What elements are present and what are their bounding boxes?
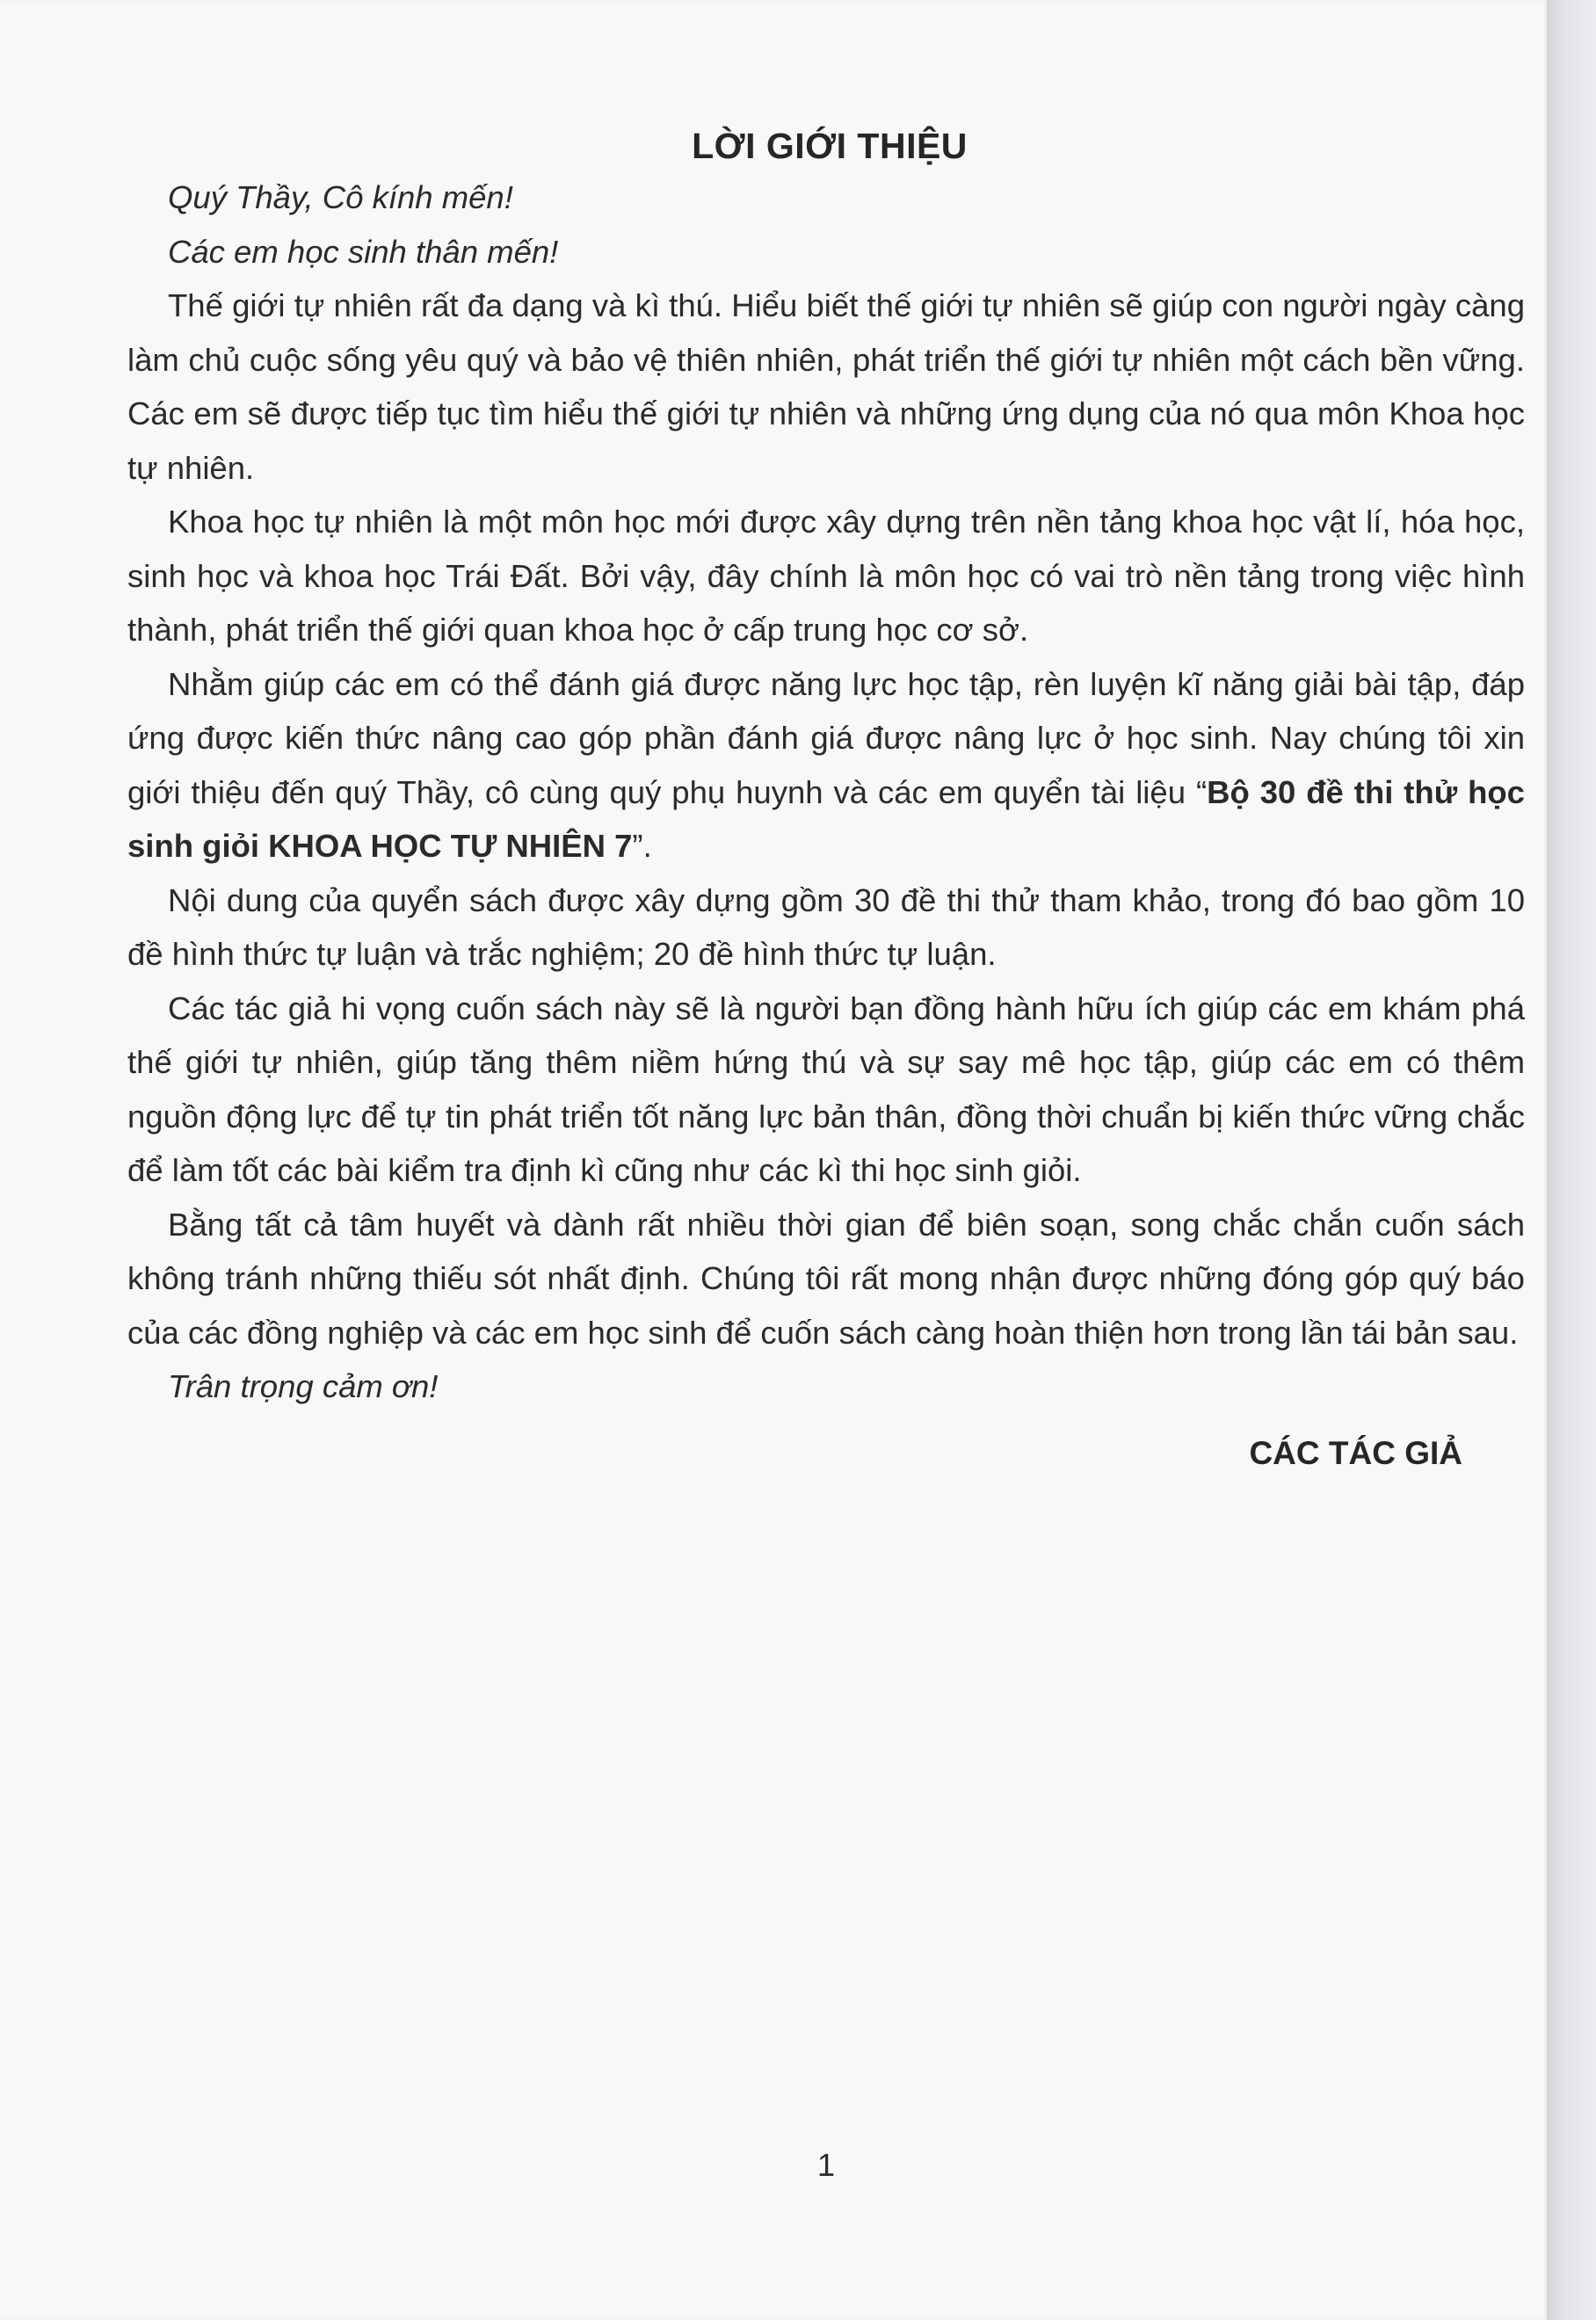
book-title: Bộ 30 đề thi thử học sinh giỏi KHOA HỌC TỰ NHIÊN 7 [127, 773, 1525, 864]
page-number: 1 [816, 2147, 836, 2183]
paragraph-contents: Nội dung của quyển sách được xây dựng gồm 30 đề thi thử tham khảo, trong đó bao gồm 10 đề hình thức tự luận và trắc nghiệm; 20 đề hình thức tự luận. [127, 881, 1525, 972]
greeting-teachers: Quý Thầy, Cô kính mến! [168, 179, 513, 215]
page-title: LỜI GIỚI THIỆU [692, 126, 968, 166]
paragraph-hopes: Các tác giả hi vọng cuốn sách này sẽ là người bạn đồng hành hữu ích giúp các em khám phá thế giới tự nhiên, giúp tăng thêm niềm hứng thú và sự say mê học tập, giúp các em có thêm nguồn động lực để tự tin phát triển tốt năng lực bản thân, đồng thời chuẩn bị kiến thức vững chắc để làm tốt các bài kiểm tra định kì cũng như các kì thi học sinh giỏi. [127, 990, 1525, 1188]
paragraph-feedback: Bằng tất cả tâm huyết và dành rất nhiều thời gian để biên soạn, song chắc chắn cuốn sách không tránh những thiếu sót nhất định. Chúng tôi rất mong nhận được những đóng góp quý báo của các đồng nghiệp và các em học sinh để cuốn sách càng hoàn thiện hơn trong lần tái bản sau. [127, 1206, 1525, 1351]
book-intro-end: ”. [632, 828, 652, 864]
page-content [127, 123, 1525, 1480]
closing-thanks: Trân trọng cảm ơn! [168, 1368, 439, 1404]
paragraph-book-intro [127, 657, 1525, 874]
page-edge [1547, 0, 1596, 2320]
paragraph-science-subject: Khoa học tự nhiên là một môn học mới được xây dựng trên nền tảng khoa học vật lí, hóa học, sinh học và khoa học Trái Đất. Bởi vậy, đây chính là môn học có vai trò nền tảng trong việc hình thành, phát triển thế giới quan khoa học ở cấp trung học cơ sở. [127, 504, 1525, 648]
paragraph-nature: Thế giới tự nhiên rất đa dạng và kì thú. Hiểu biết thế giới tự nhiên sẽ giúp con người ngày càng làm chủ cuộc sống yêu quý và bảo vệ thiên nhiên, phát triển thế giới tự nhiên một cách bền vững. Các em sẽ được tiếp tục tìm hiểu thế giới tự nhiên và những ứng dụng của nó qua môn Khoa học tự nhiên. [127, 287, 1525, 486]
book-intro-text: Nhằm giúp các em có thể đánh giá được năng lực học tập, rèn luyện kĩ năng giải bài tập, đáp ứng được kiến thức nâng cao góp phần đánh giá được nâng lực ở học sinh. Nay chúng tôi xin giới thiệu đến quý Thầy, cô cùng quý phụ huynh và các em quyển tài liệu “ [127, 665, 1525, 810]
authors-signature: CÁC TÁC GIẢ [1249, 1434, 1462, 1471]
greeting-students: Các em học sinh thân mến! [168, 233, 559, 270]
